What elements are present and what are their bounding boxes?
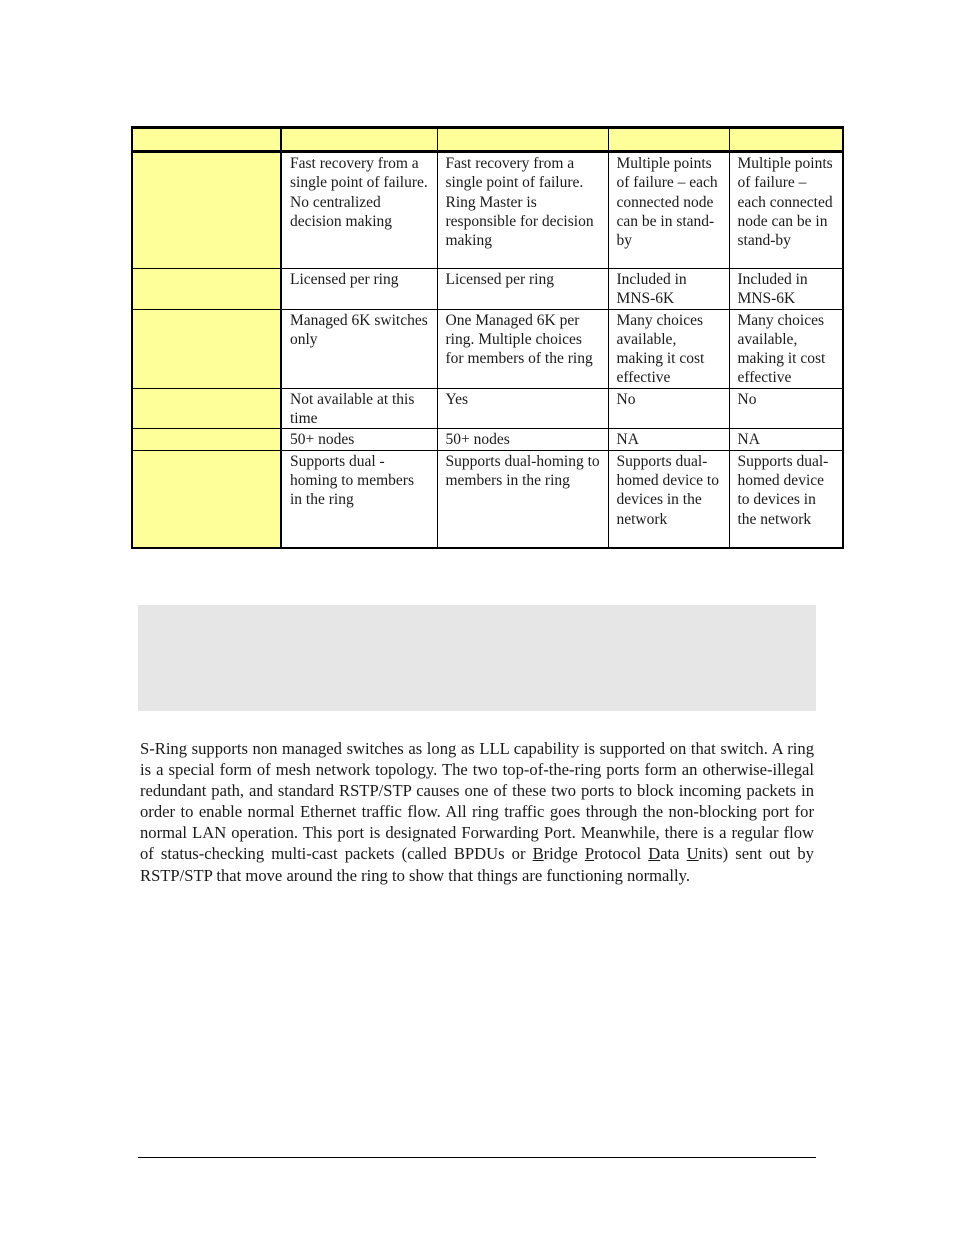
header-cell xyxy=(437,128,608,152)
table-cell: Supports dual-homing to members in the ring xyxy=(437,450,608,548)
acronym-letter: D xyxy=(648,844,661,864)
table-cell: Included in MNS-6K xyxy=(608,269,729,310)
table-header-row xyxy=(132,128,843,152)
header-cell xyxy=(132,128,281,152)
table-row xyxy=(132,388,843,429)
row-label xyxy=(132,152,281,269)
row-label xyxy=(132,269,281,310)
table-cell: NA xyxy=(608,429,729,450)
acronym-letter: U xyxy=(686,844,699,864)
row-label xyxy=(132,388,281,429)
table-cell: One Managed 6K per ring. Multiple choices for members of the ring xyxy=(437,309,608,388)
table-cell: NA xyxy=(729,429,843,450)
footer-divider xyxy=(138,1157,816,1158)
row-label xyxy=(132,429,281,450)
table-cell: Fast recovery from a single point of failure. Ring Master is responsible for decision making xyxy=(437,152,608,269)
paragraph-text: nits xyxy=(698,844,723,864)
comparison-table xyxy=(131,126,844,549)
paragraph-text: S-Ring supports non managed switches as long as LLL capability is supported on that switch. A ring is a special form of mesh network topology. The two top-of-the-ring ports form an otherwise-illegal redundant path, and standard RSTP/STP causes one of these two ports to block incoming packets in order to enable normal Ethernet traffic flow. All ring traffic goes through the non-blocking port for normal LAN operation. This port is designated Forwarding Port. Meanwhile, there is a regular flow of status-checking multi-cast packets (called BPDUs or xyxy=(140,739,814,864)
table-cell: Supports dual - homing to members in the ring xyxy=(281,450,437,548)
row-label xyxy=(132,309,281,388)
acronym-letter: B xyxy=(532,844,544,864)
table-row xyxy=(132,450,843,548)
paragraph-text: rotocol xyxy=(594,844,649,864)
table-cell: Managed 6K switches only xyxy=(281,309,437,388)
table-cell: Yes xyxy=(437,388,608,429)
table-cell: Fast recovery from a single point of failure. No centralized decision making xyxy=(281,152,437,269)
table-row xyxy=(132,152,843,269)
paragraph-text: ridge xyxy=(543,844,585,864)
table-cell: Many choices available, making it cost effective xyxy=(729,309,843,388)
header-cell xyxy=(281,128,437,152)
table-cell: Supports dual-homed device to devices in the network xyxy=(729,450,843,548)
paragraph-text: ata xyxy=(660,844,687,864)
header-cell xyxy=(608,128,729,152)
table-cell: 50+ nodes xyxy=(281,429,437,450)
table-cell: Many choices available, making it cost effective xyxy=(608,309,729,388)
table-cell: Supports dual-homed device to devices in the network xyxy=(608,450,729,548)
paragraph-text: ) sent out by RSTP/STP that move around the ring to show that things are functioning normally. xyxy=(140,844,814,885)
table-cell: 50+ nodes xyxy=(437,429,608,450)
table-cell: Multiple points of failure – each connected node can be in stand-by xyxy=(608,152,729,269)
table-cell: Licensed per ring xyxy=(281,269,437,310)
table-cell: Multiple points of failure – each connected node can be in stand-by xyxy=(729,152,843,269)
table-row xyxy=(132,269,843,310)
shaded-note-box xyxy=(138,605,816,711)
table-row xyxy=(132,429,843,450)
body-paragraph xyxy=(140,738,814,886)
header-cell xyxy=(729,128,843,152)
acronym-letter: P xyxy=(584,844,595,864)
table-cell: No xyxy=(729,388,843,429)
row-label xyxy=(132,450,281,548)
table-cell: No xyxy=(608,388,729,429)
table-row xyxy=(132,309,843,388)
table-cell: Included in MNS-6K xyxy=(729,269,843,310)
table-cell: Not available at this time xyxy=(281,388,437,429)
table-cell: Licensed per ring xyxy=(437,269,608,310)
